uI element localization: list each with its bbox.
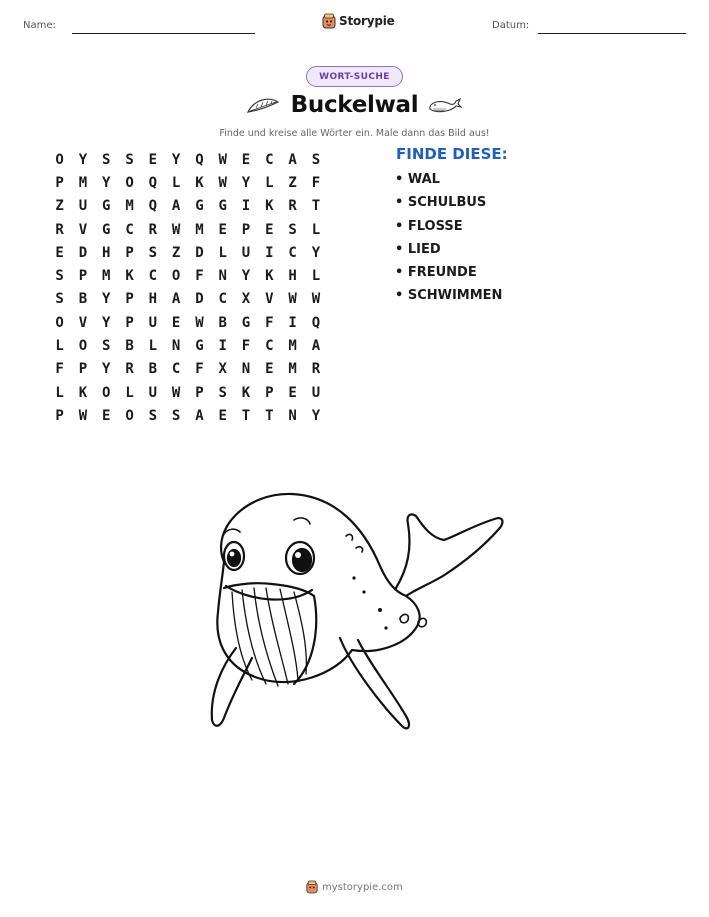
grid-letter[interactable]: M xyxy=(288,338,297,355)
grid-letter[interactable]: K xyxy=(265,198,274,215)
grid-letter[interactable]: U xyxy=(78,198,88,215)
grid-letter[interactable]: A xyxy=(171,198,181,215)
grid-letter[interactable]: D xyxy=(78,244,88,261)
storypie-mascot-icon xyxy=(322,13,336,29)
grid-row xyxy=(48,404,328,427)
grid-letter[interactable]: Z xyxy=(171,244,181,261)
grid-letter[interactable]: P xyxy=(78,361,88,378)
grid-letter[interactable]: F xyxy=(195,268,204,285)
storypie-mascot-icon xyxy=(306,880,318,894)
letter-grid[interactable] xyxy=(48,148,328,428)
word-list-item: • SCHWIMMEN xyxy=(395,288,503,304)
grid-letter[interactable]: Y xyxy=(241,268,251,285)
grid-letter[interactable]: Y xyxy=(311,244,321,261)
grid-letter[interactable]: Y xyxy=(102,174,111,191)
grid-letter[interactable]: G xyxy=(102,198,111,215)
grid-letter[interactable]: P xyxy=(125,314,134,331)
whale-coloring-illustration[interactable] xyxy=(196,488,508,737)
grid-letter[interactable]: S xyxy=(125,151,134,168)
name-label: Name: xyxy=(23,20,56,31)
grid-letter[interactable]: B xyxy=(125,338,134,355)
word-list-item: • LIED xyxy=(395,241,441,257)
grid-letter[interactable]: H xyxy=(102,244,111,261)
grid-letter[interactable]: K xyxy=(78,384,88,401)
grid-letter[interactable]: C xyxy=(288,244,297,261)
grid-letter[interactable]: R xyxy=(311,361,321,378)
grid-letter[interactable]: A xyxy=(288,151,297,168)
grid-letter[interactable]: C xyxy=(171,361,181,378)
grid-letter[interactable]: S xyxy=(102,338,111,355)
grid-letter[interactable]: G xyxy=(195,198,204,215)
grid-letter[interactable]: O xyxy=(125,174,134,191)
grid-letter[interactable]: S xyxy=(171,407,181,424)
grid-letter[interactable]: I xyxy=(288,314,297,331)
grid-letter[interactable]: C xyxy=(265,338,274,355)
grid-letter[interactable]: E xyxy=(171,314,181,331)
footer-url[interactable]: mystorypie.com xyxy=(322,881,403,893)
grid-letter[interactable]: N xyxy=(218,268,227,285)
grid-letter[interactable]: F xyxy=(55,361,64,378)
grid-letter[interactable]: W xyxy=(218,151,227,168)
grid-letter[interactable]: M xyxy=(288,361,297,378)
grid-letter[interactable]: E xyxy=(265,221,274,238)
grid-letter[interactable]: U xyxy=(148,314,158,331)
grid-row xyxy=(48,358,328,381)
grid-letter[interactable]: O xyxy=(55,314,64,331)
grid-row xyxy=(48,218,328,241)
grid-letter[interactable]: Q xyxy=(148,174,158,191)
grid-letter[interactable]: K xyxy=(241,384,251,401)
grid-letter[interactable]: P xyxy=(55,407,64,424)
grid-letter[interactable]: S xyxy=(148,244,158,261)
grid-letter[interactable]: S xyxy=(148,407,158,424)
grid-letter[interactable]: B xyxy=(148,361,158,378)
grid-letter[interactable]: I xyxy=(218,338,227,355)
grid-letter[interactable]: U xyxy=(241,244,251,261)
grid-letter[interactable]: L xyxy=(148,338,158,355)
grid-letter[interactable]: K xyxy=(265,268,274,285)
grid-letter[interactable]: E xyxy=(241,151,251,168)
grid-letter[interactable]: H xyxy=(148,291,158,308)
grid-letter[interactable]: Y xyxy=(241,174,251,191)
grid-letter[interactable]: W xyxy=(171,384,181,401)
grid-letter[interactable]: F xyxy=(195,361,204,378)
grid-letter[interactable]: M xyxy=(125,198,134,215)
grid-row xyxy=(48,171,328,194)
grid-letter[interactable]: O xyxy=(78,338,88,355)
name-line[interactable] xyxy=(72,33,255,34)
grid-letter[interactable]: D xyxy=(195,291,204,308)
grid-letter[interactable]: P xyxy=(78,268,88,285)
grid-letter[interactable]: K xyxy=(125,268,134,285)
grid-letter[interactable]: S xyxy=(55,268,64,285)
grid-letter[interactable]: M xyxy=(78,174,88,191)
grid-letter[interactable]: Z xyxy=(288,174,297,191)
grid-letter[interactable]: G xyxy=(102,221,111,238)
grid-letter[interactable]: N xyxy=(241,361,251,378)
grid-letter[interactable]: L xyxy=(311,221,321,238)
grid-letter[interactable]: F xyxy=(265,314,274,331)
grid-letter[interactable]: Z xyxy=(55,198,64,215)
title-row xyxy=(0,92,709,124)
grid-letter[interactable]: M xyxy=(102,268,111,285)
brand-name: Storypie xyxy=(339,14,395,28)
grid-letter[interactable]: P xyxy=(125,244,134,261)
grid-letter[interactable]: Q xyxy=(195,151,204,168)
grid-row xyxy=(48,288,328,311)
instructions: Finde und kreise alle Wörter ein. Male dann das Bild aus! xyxy=(219,128,490,139)
grid-letter[interactable]: B xyxy=(78,291,88,308)
grid-letter[interactable]: X xyxy=(218,361,227,378)
grid-letter[interactable]: D xyxy=(195,244,204,261)
grid-letter[interactable]: E xyxy=(148,151,158,168)
page-title: Buckelwal xyxy=(290,92,419,118)
grid-letter[interactable]: S xyxy=(288,221,297,238)
brand-logo xyxy=(322,13,395,29)
grid-row xyxy=(48,334,328,357)
grid-letter[interactable]: T xyxy=(241,407,251,424)
grid-letter[interactable]: Q xyxy=(311,314,321,331)
grid-letter[interactable]: W xyxy=(78,407,88,424)
grid-letter[interactable]: E xyxy=(102,407,111,424)
grid-letter[interactable]: E xyxy=(55,244,64,261)
word-list-title: FINDE DIESE: xyxy=(396,145,508,163)
grid-letter[interactable]: R xyxy=(288,198,297,215)
grid-letter[interactable]: G xyxy=(241,314,251,331)
word-list-item: • WAL xyxy=(395,172,440,187)
grid-letter[interactable]: E xyxy=(218,407,227,424)
date-label: Datum: xyxy=(492,20,530,31)
grid-letter[interactable]: R xyxy=(55,221,64,238)
grid-letter[interactable]: G xyxy=(218,198,227,215)
grid-row xyxy=(48,241,328,264)
grid-letter[interactable]: H xyxy=(288,268,297,285)
grid-letter[interactable]: A xyxy=(171,291,181,308)
word-list-item: • FREUNDE xyxy=(395,265,477,281)
grid-letter[interactable]: W xyxy=(171,221,181,238)
grid-letter[interactable]: S xyxy=(102,151,111,168)
grid-letter[interactable]: I xyxy=(265,244,274,261)
grid-letter[interactable]: V xyxy=(78,221,88,238)
grid-letter[interactable]: G xyxy=(195,338,204,355)
grid-letter[interactable]: P xyxy=(241,221,251,238)
grid-letter[interactable]: P xyxy=(125,291,134,308)
grid-letter[interactable]: R xyxy=(148,221,158,238)
grid-letter[interactable]: I xyxy=(241,198,251,215)
grid-letter[interactable]: O xyxy=(171,268,181,285)
grid-letter[interactable]: L xyxy=(218,244,227,261)
grid-letter[interactable]: F xyxy=(241,338,251,355)
grid-row xyxy=(48,148,328,171)
grid-letter[interactable]: Y xyxy=(78,151,88,168)
grid-letter[interactable]: W xyxy=(218,174,227,191)
grid-letter[interactable]: W xyxy=(311,291,321,308)
grid-letter[interactable]: L xyxy=(55,338,64,355)
grid-row xyxy=(48,195,328,218)
grid-letter[interactable]: S xyxy=(55,291,64,308)
whale-icon xyxy=(428,96,462,116)
grid-letter[interactable]: P xyxy=(55,174,64,191)
grid-letter[interactable]: U xyxy=(148,384,158,401)
grid-letter[interactable]: W xyxy=(288,291,297,308)
grid-letter[interactable]: T xyxy=(265,407,274,424)
grid-letter[interactable]: W xyxy=(195,314,204,331)
grid-letter[interactable]: R xyxy=(125,361,134,378)
date-line[interactable] xyxy=(538,33,686,34)
grid-letter[interactable]: A xyxy=(195,407,204,424)
grid-row xyxy=(48,381,328,404)
grid-letter[interactable]: Q xyxy=(148,198,158,215)
grid-letter[interactable]: O xyxy=(125,407,134,424)
grid-letter[interactable]: C xyxy=(265,151,274,168)
grid-letter[interactable]: E xyxy=(288,384,297,401)
word-list xyxy=(395,172,502,312)
grid-letter[interactable]: K xyxy=(195,174,204,191)
grid-letter[interactable]: P xyxy=(265,384,274,401)
word-list-item: • FLOSSE xyxy=(395,218,463,234)
puzzle-type-badge: WORT-SUCHE xyxy=(306,66,403,87)
grid-letter[interactable]: Y xyxy=(102,314,111,331)
grid-letter[interactable]: Y xyxy=(311,407,321,424)
grid-letter[interactable]: V xyxy=(265,291,274,308)
grid-letter[interactable]: O xyxy=(102,384,111,401)
grid-letter[interactable]: C xyxy=(218,291,227,308)
grid-letter[interactable]: N xyxy=(171,338,181,355)
grid-letter[interactable]: F xyxy=(311,174,321,191)
grid-letter[interactable]: U xyxy=(311,384,321,401)
grid-letter[interactable]: E xyxy=(265,361,274,378)
grid-letter[interactable]: B xyxy=(218,314,227,331)
grid-row xyxy=(48,264,328,287)
grid-letter[interactable]: S xyxy=(311,151,321,168)
grid-letter[interactable]: M xyxy=(195,221,204,238)
grid-letter[interactable]: C xyxy=(148,268,158,285)
word-list-item: • SCHULBUS xyxy=(395,195,487,211)
grid-row xyxy=(48,311,328,334)
grid-letter[interactable]: C xyxy=(125,221,134,238)
grid-letter[interactable]: N xyxy=(288,407,297,424)
grid-letter[interactable]: E xyxy=(218,221,227,238)
grid-letter[interactable]: L xyxy=(125,384,134,401)
grid-letter[interactable]: T xyxy=(311,198,321,215)
footer xyxy=(306,880,403,894)
grid-letter[interactable]: Y xyxy=(171,151,181,168)
grid-letter[interactable]: X xyxy=(241,291,251,308)
grid-letter[interactable]: V xyxy=(78,314,88,331)
grid-letter[interactable]: L xyxy=(55,384,64,401)
grid-letter[interactable]: A xyxy=(311,338,321,355)
grid-letter[interactable]: O xyxy=(55,151,64,168)
grid-letter[interactable]: Y xyxy=(102,361,111,378)
grid-letter[interactable]: S xyxy=(218,384,227,401)
grid-letter[interactable]: L xyxy=(311,268,321,285)
grid-letter[interactable]: P xyxy=(195,384,204,401)
grid-letter[interactable]: L xyxy=(265,174,274,191)
grid-letter[interactable]: L xyxy=(171,174,181,191)
grid-letter[interactable]: Y xyxy=(102,291,111,308)
